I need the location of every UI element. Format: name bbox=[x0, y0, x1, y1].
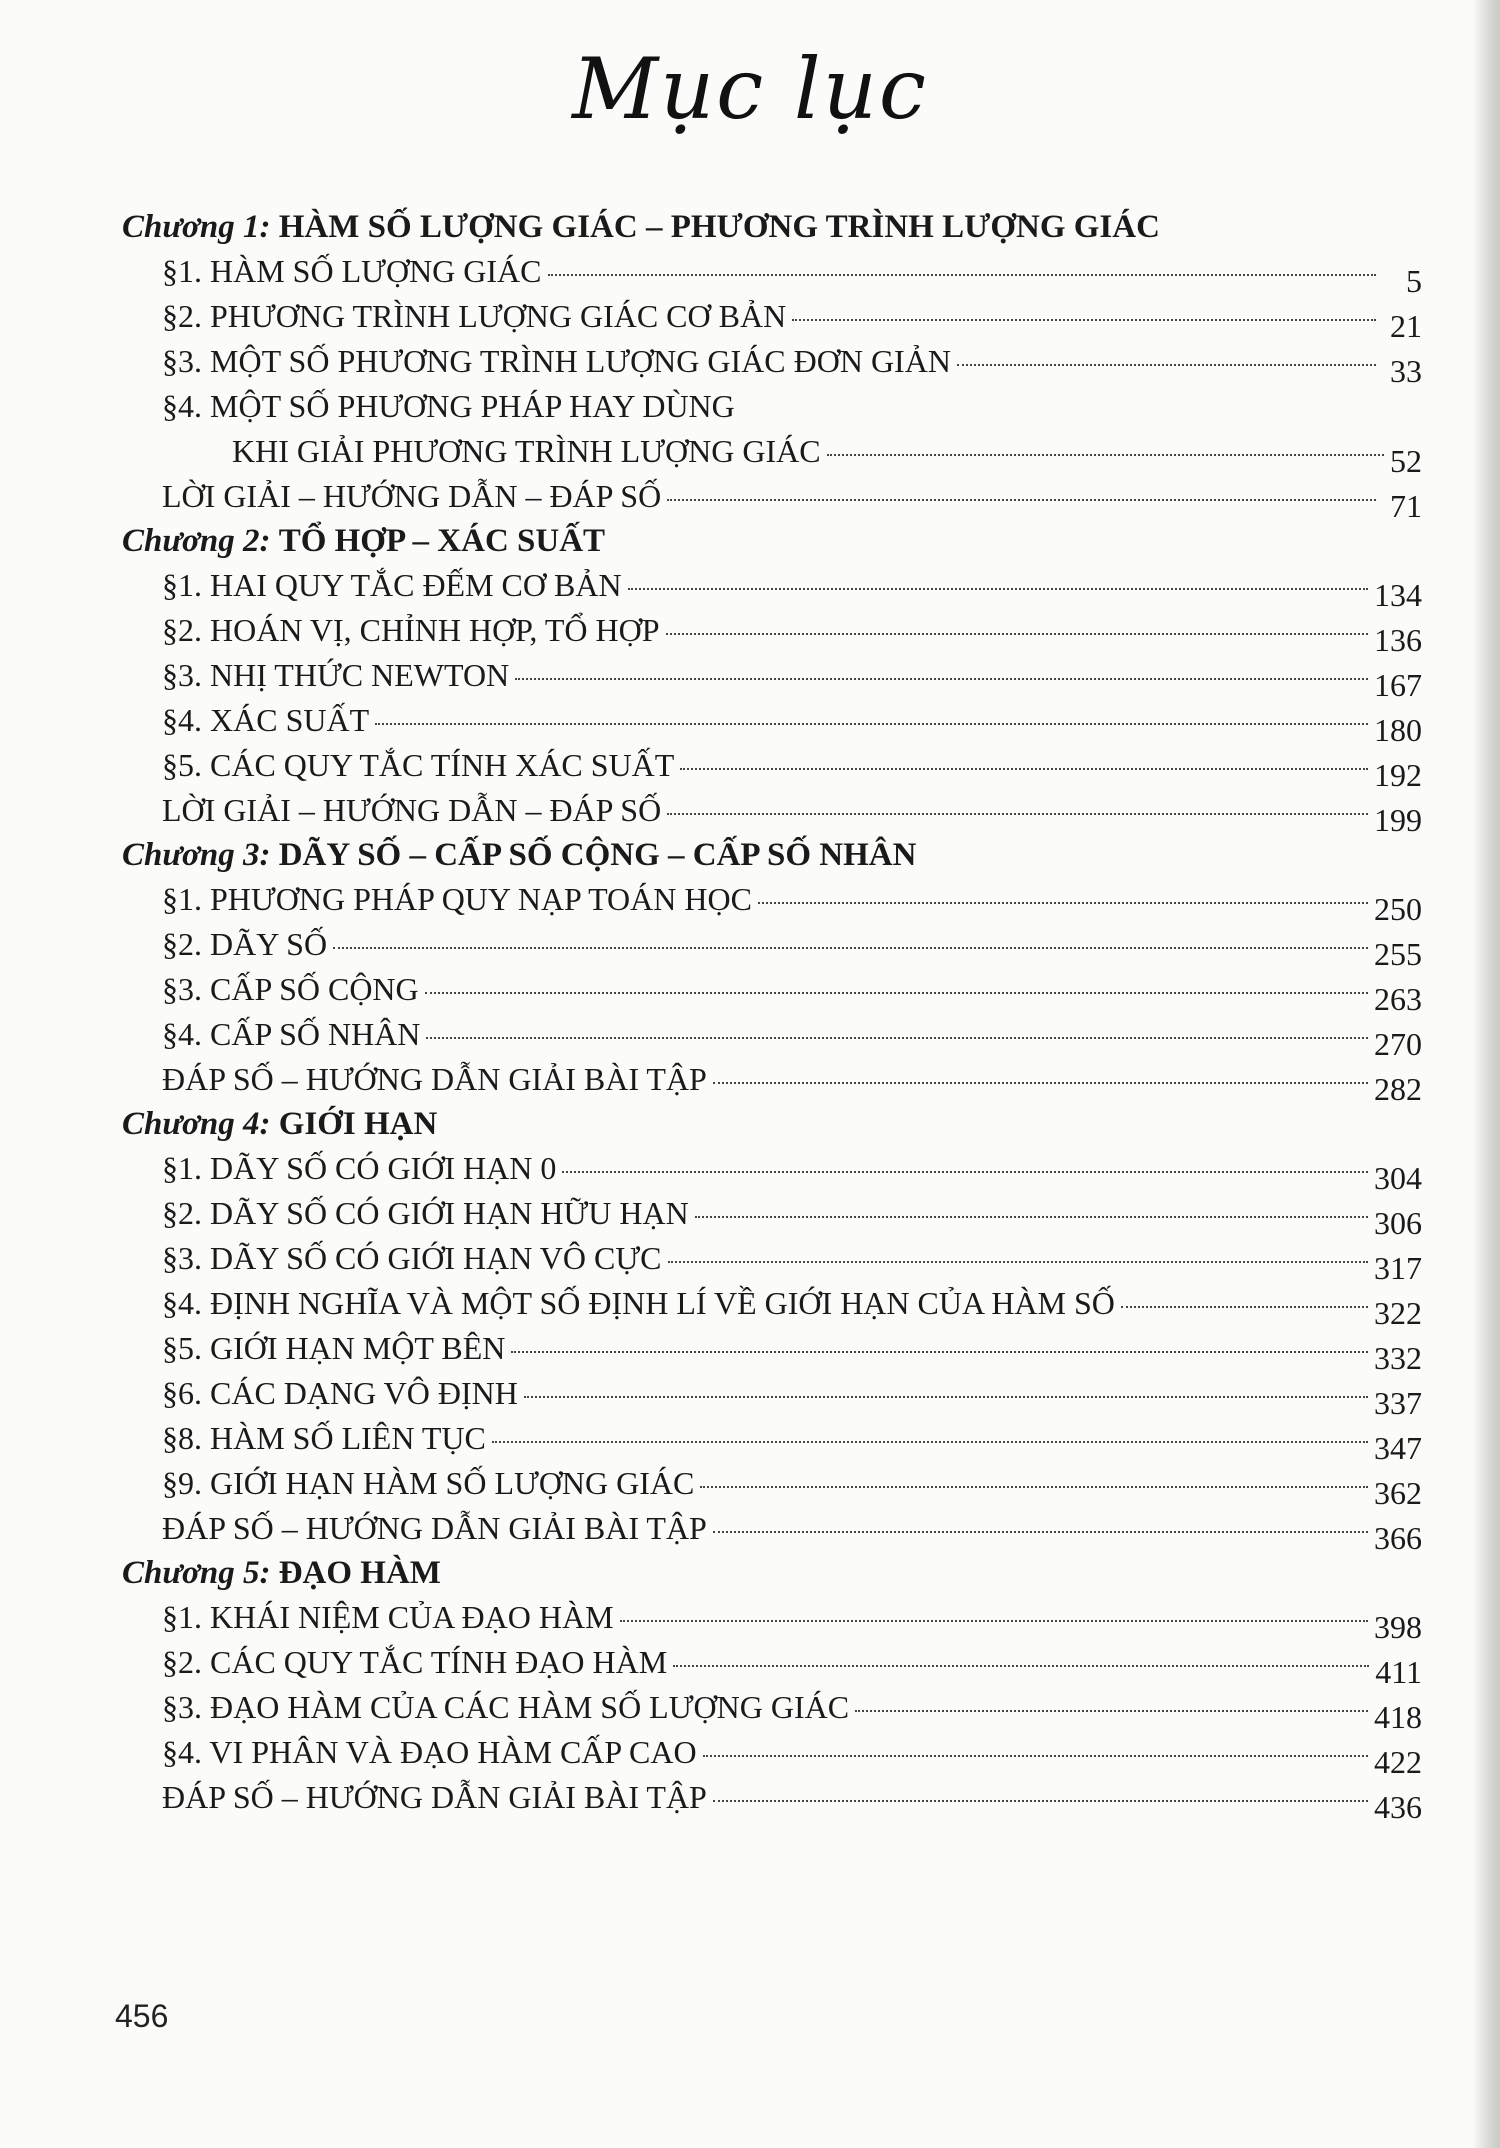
toc-entry-title: LỜI GIẢI – HƯỚNG DẪN – ĐÁP SỐ bbox=[162, 478, 662, 514]
toc-entry-page: 304 bbox=[1374, 1160, 1422, 1196]
dot-leader bbox=[827, 454, 1384, 456]
dot-leader bbox=[713, 1531, 1368, 1533]
toc-entry[interactable] bbox=[122, 1371, 1422, 1421]
dot-leader bbox=[511, 1351, 1368, 1353]
page-number: 456 bbox=[115, 1998, 169, 2034]
toc-entry-page: 347 bbox=[1374, 1430, 1422, 1466]
toc-entry-title: §4. MỘT SỐ PHƯƠNG PHÁP HAY DÙNG bbox=[162, 388, 735, 424]
toc-entry-page: 167 bbox=[1374, 667, 1422, 703]
toc-entry-title: LỜI GIẢI – HƯỚNG DẪN – ĐÁP SỐ bbox=[162, 792, 662, 828]
toc-entry[interactable] bbox=[122, 1640, 1422, 1690]
toc-entry-title: ĐÁP SỐ – HƯỚNG DẪN GIẢI BÀI TẬP bbox=[162, 1510, 707, 1546]
dot-leader bbox=[855, 1710, 1368, 1712]
toc-entry-page: 134 bbox=[1374, 577, 1422, 613]
toc-entry-title-continued: KHI GIẢI PHƯƠNG TRÌNH LƯỢNG GIÁC bbox=[232, 433, 821, 469]
toc-entry-title: §4. CẤP SỐ NHÂN bbox=[162, 1016, 421, 1052]
toc-entry-title: §1. HAI QUY TẮC ĐẾM CƠ BẢN bbox=[162, 567, 622, 603]
toc-entry-page: 255 bbox=[1374, 936, 1422, 972]
toc-entry-page: 21 bbox=[1390, 308, 1422, 344]
toc-entry-title: §2. CÁC QUY TẮC TÍNH ĐẠO HÀM bbox=[162, 1644, 668, 1680]
dot-leader bbox=[673, 1665, 1369, 1667]
dot-leader bbox=[695, 1216, 1368, 1218]
dot-leader bbox=[680, 768, 1368, 770]
toc-entry[interactable] bbox=[122, 1326, 1422, 1376]
toc-entry-title: §3. MỘT SỐ PHƯƠNG TRÌNH LƯỢNG GIÁC ĐƠN GIẢN bbox=[162, 343, 951, 379]
toc-entry-page: 306 bbox=[1374, 1205, 1422, 1241]
toc-entry[interactable] bbox=[122, 1146, 1422, 1196]
toc-entry-page: 322 bbox=[1374, 1295, 1422, 1331]
toc-entry-title: ĐÁP SỐ – HƯỚNG DẪN GIẢI BÀI TẬP bbox=[162, 1779, 707, 1815]
chapter-heading bbox=[122, 1551, 1422, 1595]
toc-entry[interactable] bbox=[122, 249, 1422, 299]
dot-leader bbox=[425, 992, 1368, 994]
toc-entry-page: 362 bbox=[1374, 1475, 1422, 1511]
toc-entry-page: 192 bbox=[1374, 757, 1422, 793]
toc-entry-page: 411 bbox=[1375, 1654, 1422, 1690]
chapter-number: Chương 4: bbox=[122, 1106, 271, 1142]
chapter-number: Chương 2: bbox=[122, 523, 271, 559]
dot-leader bbox=[713, 1082, 1368, 1084]
dot-leader bbox=[524, 1396, 1368, 1398]
toc-entry[interactable] bbox=[122, 1461, 1422, 1511]
dot-leader bbox=[548, 274, 1377, 276]
chapter-title: ĐẠO HÀM bbox=[278, 1555, 441, 1591]
chapter-title: TỔ HỢP – XÁC SUẤT bbox=[278, 523, 606, 559]
chapter-number: Chương 5: bbox=[122, 1555, 271, 1591]
toc-entry-page: 282 bbox=[1374, 1071, 1422, 1107]
dot-leader bbox=[957, 364, 1376, 366]
toc-entry-title: §3. DÃY SỐ CÓ GIỚI HẠN VÔ CỰC bbox=[162, 1240, 662, 1276]
chapter-heading bbox=[122, 519, 1422, 563]
dot-leader bbox=[703, 1755, 1368, 1757]
toc-entry-title: §1. KHÁI NIỆM CỦA ĐẠO HÀM bbox=[162, 1599, 614, 1635]
chapter-number: Chương 1: bbox=[122, 209, 271, 245]
chapter-title: GIỚI HẠN bbox=[278, 1106, 438, 1142]
dot-leader bbox=[713, 1800, 1368, 1802]
toc-entry[interactable] bbox=[122, 1730, 1422, 1780]
toc-entry[interactable] bbox=[122, 474, 1422, 524]
dot-leader bbox=[492, 1441, 1368, 1443]
toc-entry-title: §2. HOÁN VỊ, CHỈNH HỢP, TỔ HỢP bbox=[162, 612, 660, 648]
toc-entry[interactable] bbox=[122, 653, 1422, 703]
dot-leader bbox=[700, 1486, 1368, 1488]
toc-entry[interactable] bbox=[122, 1057, 1422, 1107]
toc-entry-page: 180 bbox=[1374, 712, 1422, 748]
dot-leader bbox=[333, 947, 1368, 949]
chapter-heading bbox=[122, 1102, 1422, 1146]
dot-leader bbox=[426, 1037, 1368, 1039]
toc-entry[interactable] bbox=[122, 563, 1422, 613]
toc-entry-page: 263 bbox=[1374, 981, 1422, 1017]
dot-leader bbox=[375, 723, 1368, 725]
toc-entry-page: 71 bbox=[1390, 488, 1422, 524]
toc-entry-page: 436 bbox=[1374, 1789, 1422, 1825]
toc-entry-page: 270 bbox=[1374, 1026, 1422, 1062]
toc-entry-page: 136 bbox=[1374, 622, 1422, 658]
toc-entry[interactable] bbox=[122, 1595, 1422, 1645]
toc-entry-title: §2. DÃY SỐ bbox=[162, 926, 328, 962]
chapter-heading bbox=[122, 833, 1422, 877]
dot-leader bbox=[792, 319, 1376, 321]
dot-leader bbox=[667, 499, 1376, 501]
toc-entry-title: §2. PHƯƠNG TRÌNH LƯỢNG GIÁC CƠ BẢN bbox=[162, 298, 787, 334]
toc-entry[interactable] bbox=[122, 1281, 1422, 1331]
dot-leader bbox=[620, 1620, 1368, 1622]
toc-entry-title: §9. GIỚI HẠN HÀM SỐ LƯỢNG GIÁC bbox=[162, 1465, 695, 1501]
toc-entry-page: 418 bbox=[1374, 1699, 1422, 1735]
toc-entry-title: §5. CÁC QUY TẮC TÍNH XÁC SUẤT bbox=[162, 747, 675, 783]
toc-entry[interactable] bbox=[122, 1416, 1422, 1466]
toc-entry-page: 199 bbox=[1374, 802, 1422, 838]
toc-entry-page: 52 bbox=[1390, 443, 1422, 479]
dot-leader bbox=[668, 1261, 1368, 1263]
toc-entry[interactable] bbox=[122, 1775, 1422, 1825]
toc-entry-page: 398 bbox=[1374, 1609, 1422, 1645]
dot-leader bbox=[562, 1171, 1368, 1173]
toc-entry[interactable] bbox=[122, 1685, 1422, 1735]
toc-entry[interactable] bbox=[122, 1191, 1422, 1241]
toc-entry-page: 317 bbox=[1374, 1250, 1422, 1286]
toc-entry-title: §1. HÀM SỐ LƯỢNG GIÁC bbox=[162, 253, 542, 289]
toc-entry-title: §4. XÁC SUẤT bbox=[162, 702, 370, 738]
chapter-number: Chương 3: bbox=[122, 837, 271, 873]
toc-entry-continuation[interactable] bbox=[122, 429, 1422, 479]
page-title: Mục lục bbox=[572, 40, 928, 138]
chapter-heading bbox=[122, 205, 1422, 249]
toc-entry-title: §1. DÃY SỐ CÓ GIỚI HẠN 0 bbox=[162, 1150, 557, 1186]
toc-entry[interactable] bbox=[122, 1236, 1422, 1286]
toc-entry[interactable] bbox=[122, 698, 1422, 748]
toc-entry-title: §1. PHƯƠNG PHÁP QUY NẠP TOÁN HỌC bbox=[162, 881, 752, 917]
page-edge-shadow bbox=[1472, 0, 1500, 2148]
toc-entry-page: 366 bbox=[1374, 1520, 1422, 1556]
toc-entry-title: §3. CẤP SỐ CỘNG bbox=[162, 971, 419, 1007]
toc-entry-title: §6. CÁC DẠNG VÔ ĐỊNH bbox=[162, 1375, 518, 1411]
dot-leader bbox=[1121, 1306, 1368, 1308]
chapter-title: HÀM SỐ LƯỢNG GIÁC – PHƯƠNG TRÌNH LƯỢNG GIÁC bbox=[278, 209, 1160, 245]
toc-entry-title: §3. NHỊ THỨC NEWTON bbox=[162, 657, 510, 693]
toc-entry[interactable] bbox=[122, 743, 1422, 793]
toc-entry-title: §3. ĐẠO HÀM CỦA CÁC HÀM SỐ LƯỢNG GIÁC bbox=[162, 1689, 850, 1725]
toc-entry-page: 250 bbox=[1374, 891, 1422, 927]
dot-leader bbox=[515, 678, 1368, 680]
chapter-title: DÃY SỐ – CẤP SỐ CỘNG – CẤP SỐ NHÂN bbox=[278, 837, 917, 873]
toc-entry-page: 33 bbox=[1390, 353, 1422, 389]
toc-entry[interactable] bbox=[122, 294, 1422, 344]
toc-entry[interactable] bbox=[122, 1506, 1422, 1556]
toc-entry-title: §4. VI PHÂN VÀ ĐẠO HÀM CẤP CAO bbox=[162, 1734, 697, 1770]
toc-entry-title: §4. ĐỊNH NGHĨA VÀ MỘT SỐ ĐỊNH LÍ VỀ GIỚI HẠN CỦA HÀM SỐ bbox=[162, 1285, 1115, 1321]
table-of-contents bbox=[122, 205, 1422, 1825]
dot-leader bbox=[758, 902, 1368, 904]
toc-entry-page: 337 bbox=[1374, 1385, 1422, 1421]
toc-entry-page: 5 bbox=[1406, 263, 1422, 299]
toc-entry[interactable] bbox=[122, 608, 1422, 658]
toc-entry[interactable] bbox=[122, 339, 1422, 389]
dot-leader bbox=[667, 813, 1368, 815]
toc-entry-page: 332 bbox=[1374, 1340, 1422, 1376]
toc-entry-title: ĐÁP SỐ – HƯỚNG DẪN GIẢI BÀI TẬP bbox=[162, 1061, 707, 1097]
dot-leader bbox=[666, 633, 1368, 635]
dot-leader bbox=[628, 588, 1368, 590]
toc-entry-page: 422 bbox=[1374, 1744, 1422, 1780]
toc-entry-title: §5. GIỚI HẠN MỘT BÊN bbox=[162, 1330, 506, 1366]
toc-entry[interactable] bbox=[122, 967, 1422, 1017]
toc-entry-title: §2. DÃY SỐ CÓ GIỚI HẠN HỮU HẠN bbox=[162, 1195, 689, 1231]
toc-entry-title: §8. HÀM SỐ LIÊN TỤC bbox=[162, 1420, 486, 1456]
toc-entry[interactable] bbox=[122, 877, 1422, 927]
toc-entry[interactable] bbox=[122, 788, 1422, 838]
toc-entry[interactable] bbox=[122, 922, 1422, 972]
toc-entry[interactable] bbox=[122, 1012, 1422, 1062]
